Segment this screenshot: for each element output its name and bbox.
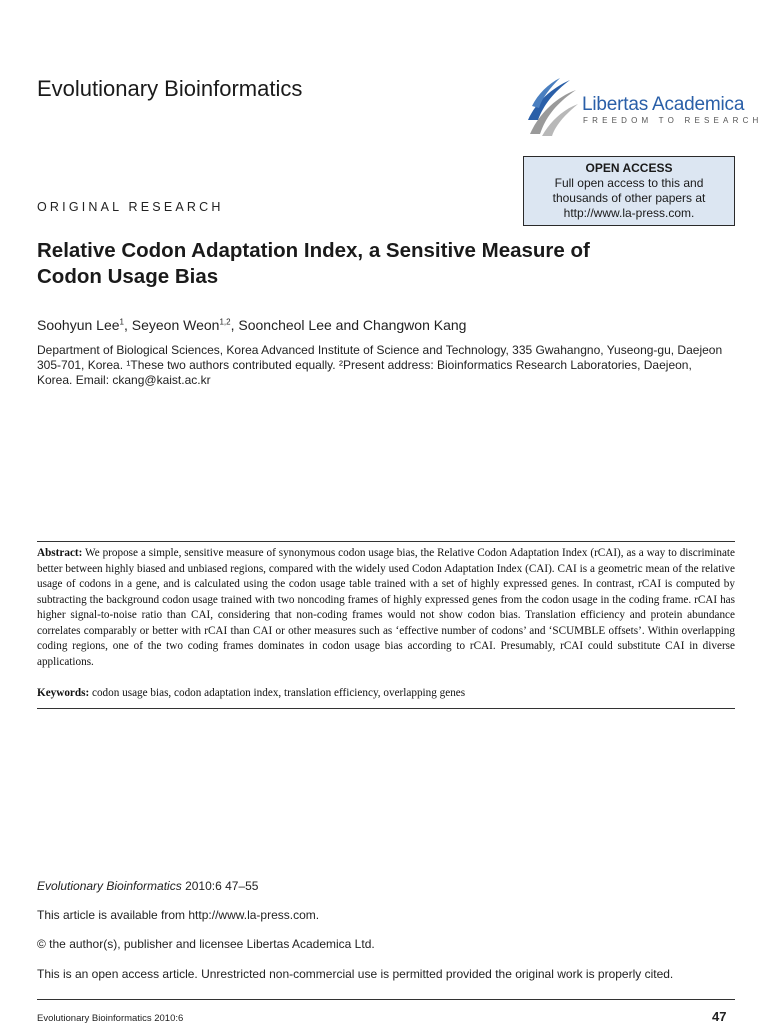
footer-divider [37, 999, 735, 1000]
footer-journal: Evolutionary Bioinformatics 2010:6 [37, 1013, 184, 1024]
divider [37, 708, 735, 709]
open-access-url[interactable]: http://www.la-press.com. [563, 206, 695, 220]
title-line: Relative Codon Adaptation Index, a Sensitive Measure of [37, 239, 590, 262]
abstract [37, 546, 735, 670]
journal-name: Evolutionary Bioinformatics [37, 76, 303, 101]
author-name: Seyeon Weon [131, 317, 220, 333]
affiliation: Department of Biological Sciences, Korea Advanced Institute of Science and Technology, 335 Gwahangno, Yuseong-gu, Daejeon 305-701, Korea. ¹These two authors contributed equally. ²Present address: Bioinformatics Research Laboratories, Daejeon, Korea. Email: ckang@kaist.ac.kr [37, 343, 723, 387]
publisher-logo [524, 76, 763, 138]
author-affiliation-mark: 1,2 [219, 317, 231, 327]
citation-journal: Evolutionary Bioinformatics [37, 879, 182, 893]
section-label: ORIGINAL RESEARCH [37, 200, 224, 214]
publisher-tagline: FREEDOM TO RESEARCH [583, 116, 763, 125]
page-number: 47 [712, 1009, 727, 1024]
keywords [37, 686, 735, 701]
author-separator: , [123, 317, 132, 333]
license-note: This is an open access article. Unrestricted non-commercial use is permitted provided the original work is properly cited. [37, 967, 674, 981]
availability-note: This article is available from http://www.la-press.com. [37, 908, 320, 922]
author-name: , Sooncheol Lee and Changwon Kang [230, 317, 467, 333]
keywords-label: Keywords: [37, 687, 90, 699]
paper-title [37, 238, 717, 290]
swoosh-logo-icon [524, 76, 580, 138]
open-access-title: OPEN ACCESS [585, 161, 673, 175]
citation-details: 2010:6 47–55 [181, 879, 259, 893]
divider [37, 541, 735, 542]
open-access-box [523, 156, 735, 226]
author-affiliation-mark: 1 [119, 317, 124, 327]
author-list [37, 317, 466, 333]
open-access-line: thousands of other papers at [552, 191, 706, 205]
publisher-name: Libertas Academica [582, 94, 745, 115]
citation [37, 879, 258, 893]
author-name: Soohyun Lee [37, 317, 120, 333]
copyright-note: © the author(s), publisher and licensee Libertas Academica Ltd. [37, 937, 375, 951]
abstract-label: Abstract: [37, 547, 83, 559]
open-access-line: Full open access to this and [554, 176, 704, 190]
keywords-text: codon usage bias, codon adaptation index, translation efficiency, overlapping genes [89, 687, 466, 699]
title-line: Codon Usage Bias [37, 265, 219, 288]
abstract-text: We propose a simple, sensitive measure of synonymous codon usage bias, the Relative Codon Adaptation Index (rCAI), as a way to discriminate better between highly biased and unbiased regions, compared with the widely used Codon Adaptation Index (CAI). CAI is a geometric mean of the relative usage of codons in a gene, and is calculated using the codon usage table trained with a set of highly expressed genes. In contrast, rCAI is computed by subtracting the background codon usage trained with two noncoding frames of highly expressed genes from the codon usage in the coding frame. rCAI has higher signal-to-noise ratio than CAI, considering that non-coding frames would not show codon bias. Translation efficiency and protein abundance correlates comparably or better with rCAI than CAI or other measures such as ‘effective number of codons’ and ‘SCUMBLE offsets’. Within overlapping coding regions, one of the two coding frames dominates in codon usage bias according to rCAI. Presumably, rCAI could substitute CAI in diverse applications. [37, 547, 735, 668]
